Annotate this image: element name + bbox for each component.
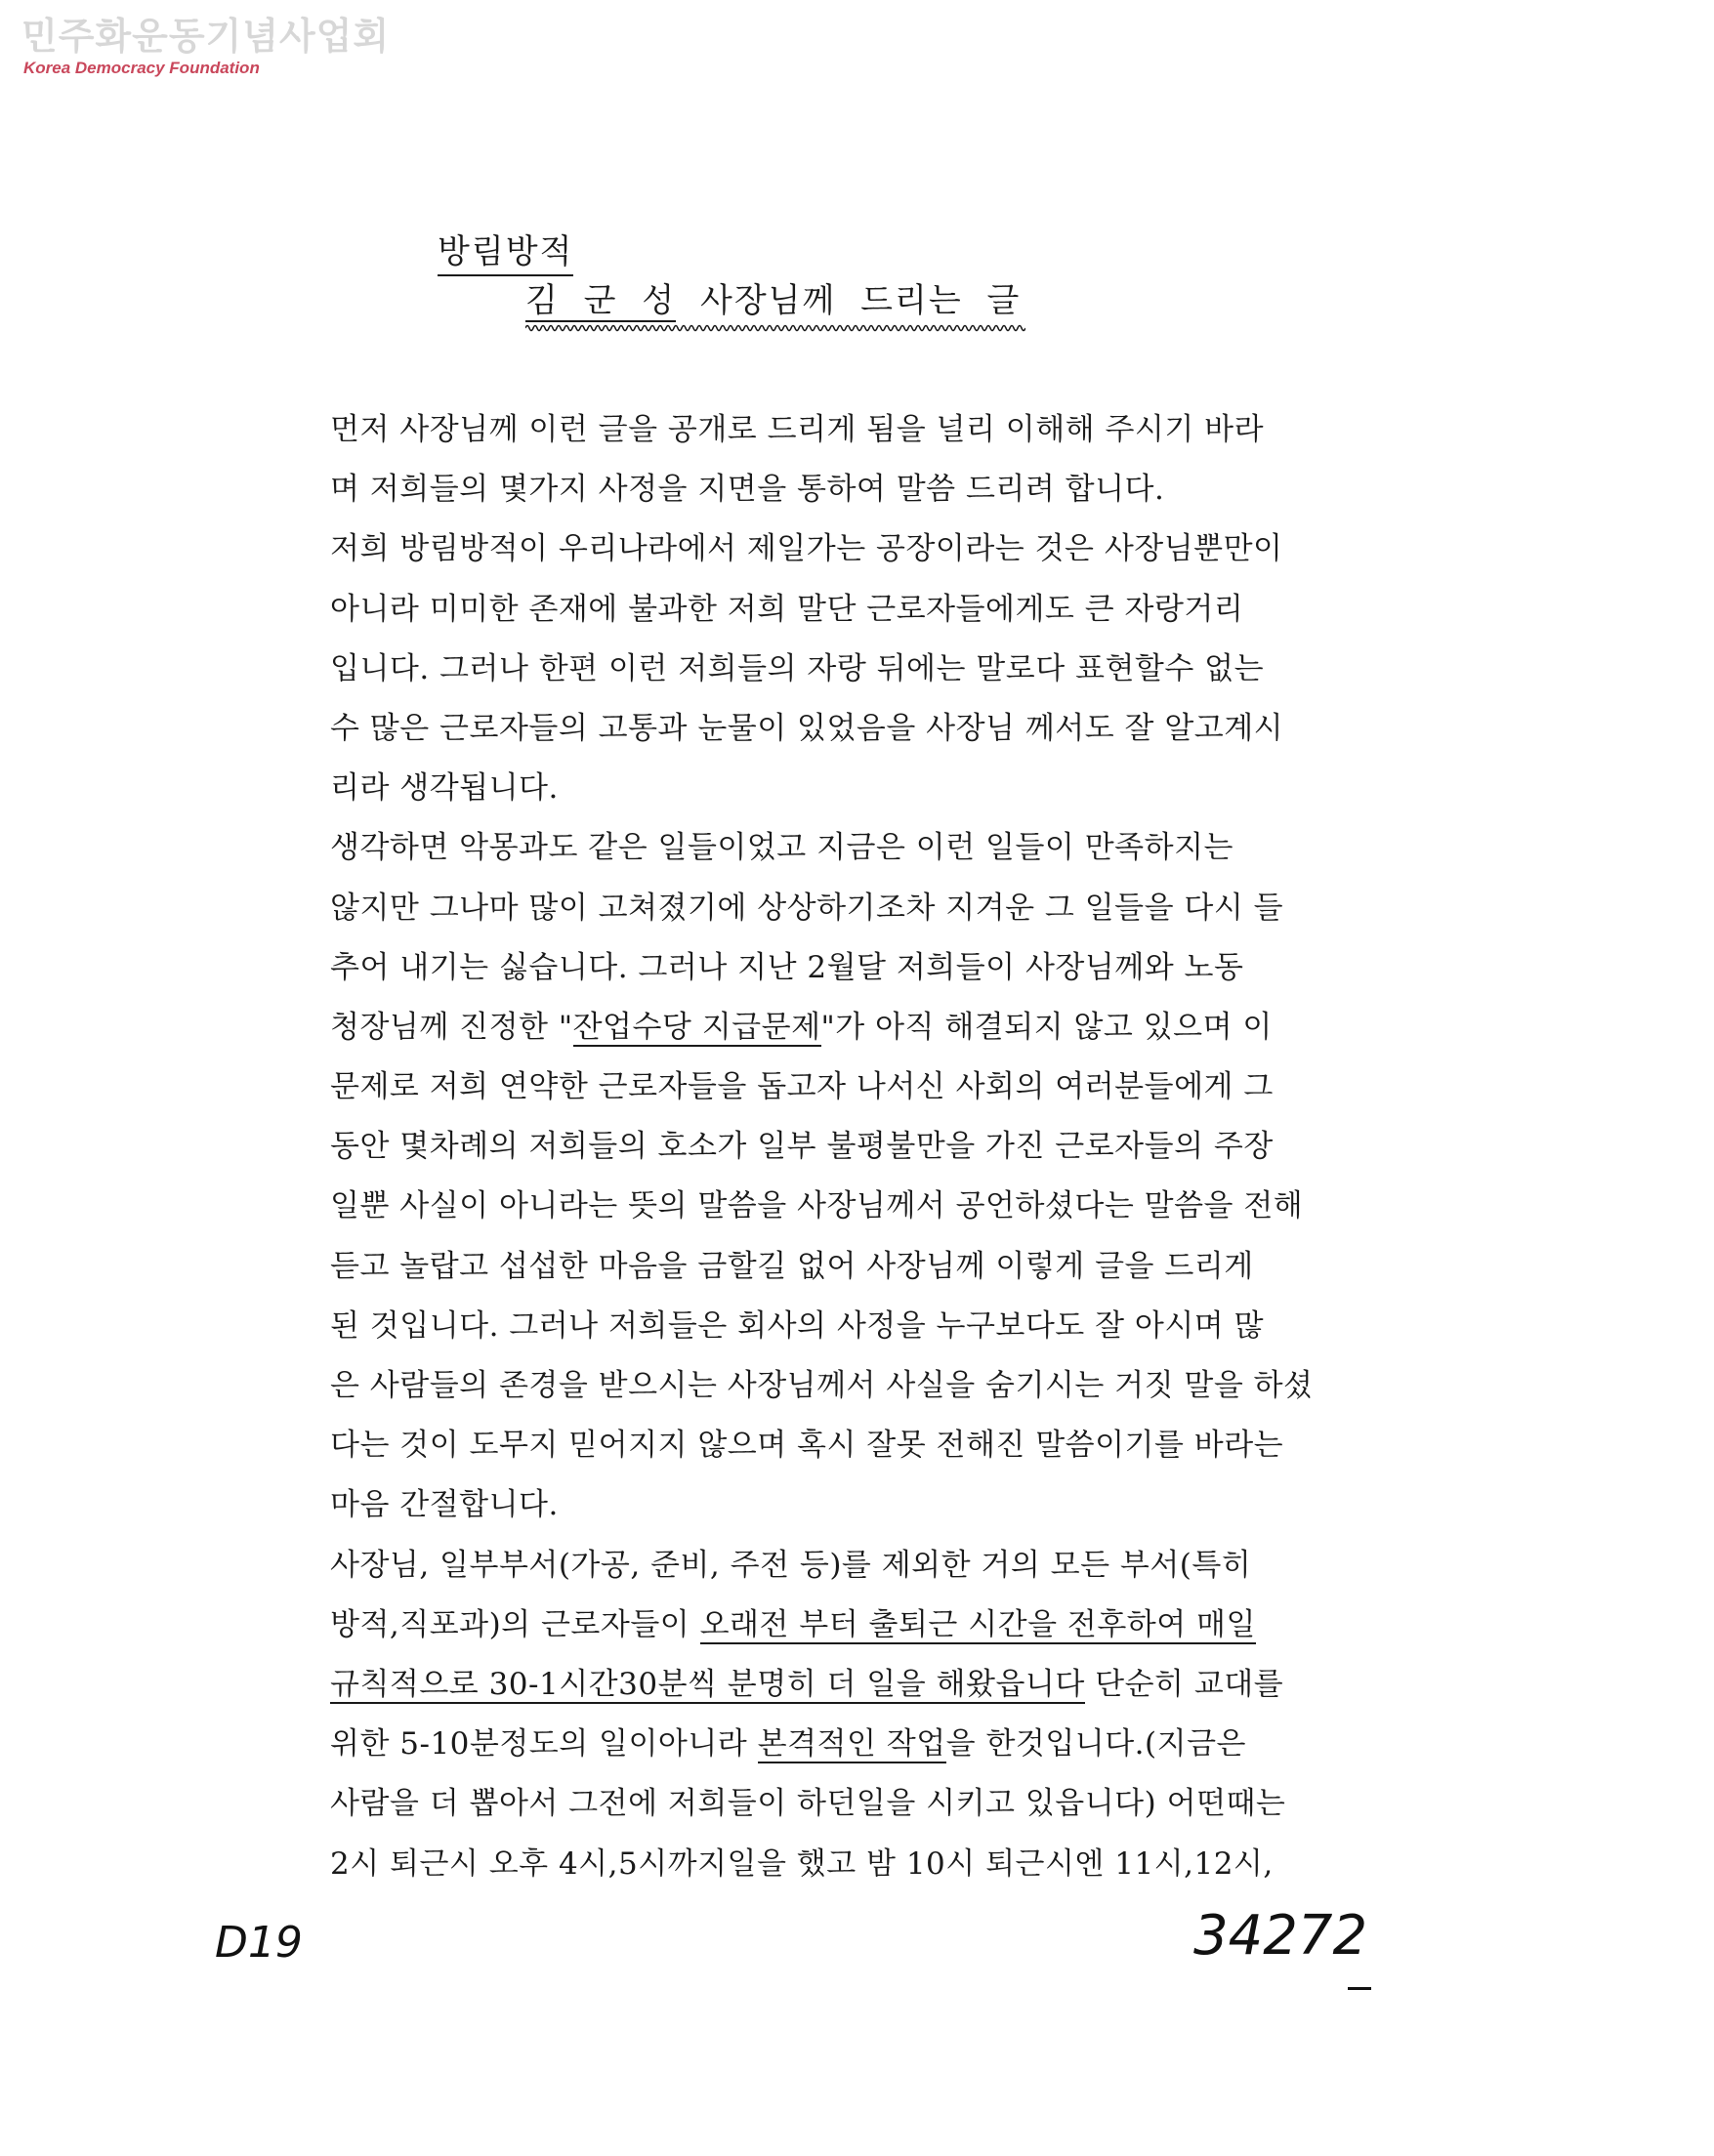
title-recipient-rest: 사장님께 드리는 글 [699,281,1022,320]
body-line: 청장님께 진정한 "잔업수당 지급문제"가 아직 해결되지 않고 있으며 이 [330,1009,1273,1045]
body-line: 생각하면 악몽과도 같은 일들이었고 지금은 이런 일들이 만족하지는 [330,830,1233,866]
body-line: 사람을 더 뽑아서 그전에 저희들이 하던일을 시키고 있읍니다) 어떤때는 [330,1786,1286,1822]
body-line: 수 많은 근로자들의 고통과 눈물이 있었음을 사장님 께서도 잘 알고계시 [330,710,1284,746]
watermark-korean: 민주화운동기념사업회 [21,15,391,58]
body-line: 은 사람들의 존경을 받으시는 사장님께서 사실을 숨기시는 거짓 말을 하셨 [330,1368,1314,1403]
body-line: 며 저희들의 몇가지 사정을 지면을 통하여 말씀 드리려 합니다. [330,472,1165,508]
underlined-phrase: 오래전 부터 출퇴근 시간을 전후하여 매일 [699,1606,1256,1642]
body-line: 않지만 그나마 많이 고쳐졌기에 상상하기조차 지겨운 그 일들을 다시 들 [330,890,1284,926]
body-line: 저희 방림방적이 우리나라에서 제일가는 공장이라는 것은 사장님뿐만이 [330,531,1283,567]
body-line: 먼저 사장님께 이런 글을 공개로 드리게 됨을 널리 이해해 주시기 바라 [330,412,1265,447]
body-line: 아니라 미미한 존재에 불과한 저희 말단 근로자들에게도 큰 자랑거리 [330,591,1244,627]
body-line: 위한 5-10분정도의 일이아니라 본격적인 작업을 한것입니다.(지금은 [330,1726,1246,1762]
body-line: 추어 내기는 싫습니다. 그러나 지난 2월달 저희들이 사장님께와 노동 [330,949,1244,985]
body-line: 규칙적으로 30-1시간30분씩 분명히 더 일을 해왔읍니다 단순히 교대를 [330,1666,1284,1702]
underlined-phrase: 본격적인 작업 [757,1726,946,1762]
body-line: 마음 간절합니다. [330,1487,559,1523]
body-line: 듣고 놀랍고 섭섭한 마음을 금할길 없어 사장님께 이렇게 글을 드리게 [330,1248,1254,1284]
letter-body [330,400,1400,1894]
body-line: 입니다. 그러나 한편 이런 저희들의 자랑 뒤에는 말로다 표현할수 없는 [330,650,1265,686]
body-line: 일뿐 사실이 아니라는 뜻의 말씀을 사장님께서 공언하셨다는 말씀을 전해 [330,1188,1304,1224]
underlined-phrase: 잔업수당 지급문제 [572,1009,821,1045]
body-line: 사장님, 일부부서(가공, 준비, 주전 등)를 제외한 거의 모든 부서(특히 [330,1547,1252,1583]
handwritten-dash [1348,1987,1371,1990]
watermark-logo [21,15,391,78]
title-company: 방림방적 [438,225,573,276]
title-decorative-rule [525,322,1025,334]
handwritten-page-code: D19 [215,1918,303,1968]
body-line: 다는 것이 도무지 믿어지지 않으며 혹시 잘못 전해진 말씀이기를 바라는 [330,1428,1284,1464]
title-recipient-name: 김 군 성 [525,281,677,320]
body-line: 2시 퇴근시 오후 4시,5시까지일을 했고 밤 10시 퇴근시엔 11시,12시, [330,1845,1274,1882]
underlined-phrase: 규칙적으로 30-1시간30분씩 분명히 더 일을 해왔읍니다 [330,1666,1085,1702]
body-line: 방적,직포과)의 근로자들이 오래전 부터 출퇴근 시간을 전후하여 매일 [330,1606,1256,1642]
body-line: 된 것입니다. 그러나 저희들은 회사의 사정을 누구보다도 잘 아시며 많 [330,1307,1265,1344]
title-line [525,273,1021,321]
watermark-english: Korea Democracy Foundation [23,59,260,77]
body-line: 리라 생각됩니다. [330,770,559,807]
body-line: 동안 몇차례의 저희들의 호소가 일부 불평불만을 가진 근로자들의 주장 [330,1129,1274,1165]
handwritten-document-number: 34272 [1193,1904,1368,1968]
body-line: 문제로 저희 연약한 근로자들을 돕고자 나서신 사회의 여러분들에게 그 [330,1069,1274,1105]
